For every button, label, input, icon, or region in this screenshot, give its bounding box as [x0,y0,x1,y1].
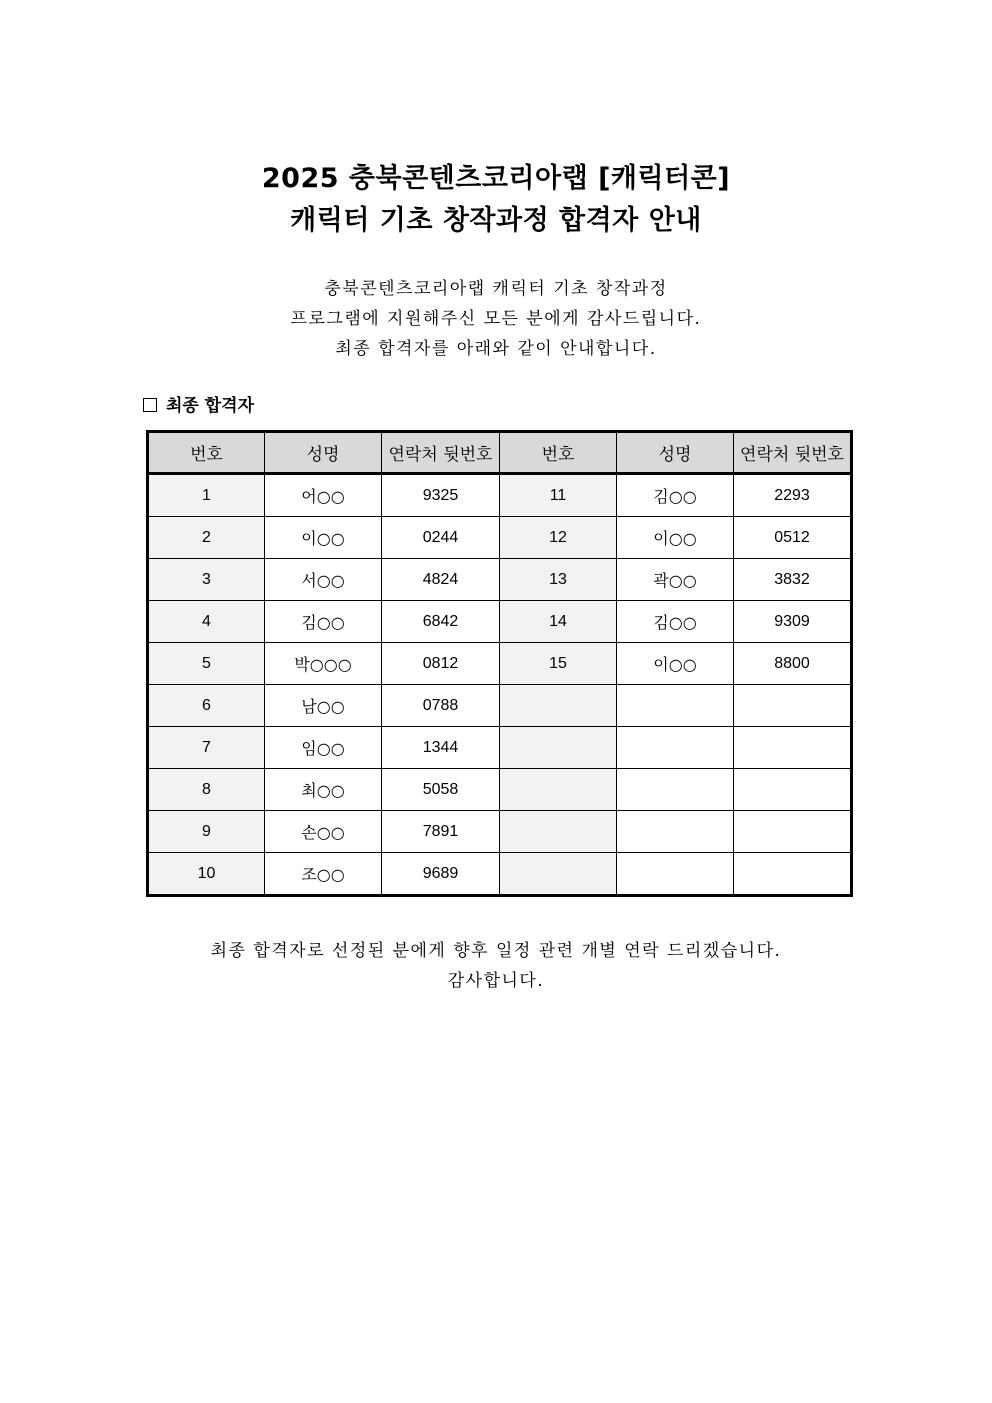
cell-number: 4 [148,601,265,643]
section-heading-label: 최종 합격자 [166,396,255,416]
cell-number [500,811,617,853]
cell-number: 2 [148,517,265,559]
cell-name [617,769,734,811]
cell-number: 1 [148,474,265,517]
cell-number: 10 [148,853,265,896]
cell-phone [734,685,852,727]
cell-phone: 4824 [382,559,500,601]
column-header-number: 번호 [500,432,617,474]
table-row [148,643,852,685]
cell-number [500,769,617,811]
cell-number: 9 [148,811,265,853]
cell-phone: 9309 [734,601,852,643]
table-row [148,559,852,601]
cell-phone: 9325 [382,474,500,517]
cell-number: 12 [500,517,617,559]
cell-phone: 3832 [734,559,852,601]
section-heading [143,392,254,420]
results-table [146,430,853,897]
column-header-name: 성명 [617,432,734,474]
cell-name [617,727,734,769]
closing-line-1: 최종 합격자로 선정된 분에게 향후 일정 관련 개별 연락 드리겠습니다. [210,941,782,961]
cell-name: 조○○ [265,853,382,896]
cell-phone: 8800 [734,643,852,685]
cell-number [500,727,617,769]
cell-number: 7 [148,727,265,769]
table-row [148,474,852,517]
cell-name: 이○○ [617,643,734,685]
column-header-number: 번호 [148,432,265,474]
cell-number: 5 [148,643,265,685]
cell-name [617,685,734,727]
cell-phone: 0812 [382,643,500,685]
page-title-line-1: 2025 충북콘텐츠코리아랩 [캐릭터콘] [261,163,731,194]
table-row [148,853,852,896]
cell-phone: 6842 [382,601,500,643]
cell-name [617,811,734,853]
cell-name: 서○○ [265,559,382,601]
cell-name: 손○○ [265,811,382,853]
cell-number: 15 [500,643,617,685]
cell-number: 6 [148,685,265,727]
cell-name: 임○○ [265,727,382,769]
cell-number [500,685,617,727]
cell-phone: 0244 [382,517,500,559]
cell-number: 14 [500,601,617,643]
cell-number [500,853,617,896]
column-header-phone: 연락처 뒷번호 [734,432,852,474]
column-header-phone: 연락처 뒷번호 [382,432,500,474]
cell-phone: 5058 [382,769,500,811]
cell-phone: 0512 [734,517,852,559]
intro-line-3: 최종 합격자를 아래와 같이 안내합니다. [335,339,657,359]
cell-name: 이○○ [265,517,382,559]
page-title-line-2: 캐릭터 기초 창작과정 합격자 안내 [290,205,702,236]
cell-name: 최○○ [265,769,382,811]
table-row [148,601,852,643]
cell-number: 11 [500,474,617,517]
cell-number: 8 [148,769,265,811]
cell-name: 남○○ [265,685,382,727]
cell-name: 김○○ [617,601,734,643]
cell-name: 김○○ [265,601,382,643]
intro-line-2: 프로그램에 지원해주신 모든 분에게 감사드립니다. [290,309,702,329]
cell-phone [734,811,852,853]
cell-number: 3 [148,559,265,601]
cell-phone: 7891 [382,811,500,853]
table-row [148,517,852,559]
cell-name: 박○○○ [265,643,382,685]
closing-line-2: 감사합니다. [447,971,545,991]
checkbox-square-icon [143,398,157,412]
cell-number: 13 [500,559,617,601]
cell-phone [734,853,852,896]
cell-phone [734,727,852,769]
cell-name: 김○○ [617,474,734,517]
table-row [148,727,852,769]
cell-phone [734,769,852,811]
table-row [148,811,852,853]
table-row [148,769,852,811]
cell-name: 곽○○ [617,559,734,601]
table-header-row [148,432,852,474]
cell-phone: 0788 [382,685,500,727]
column-header-name: 성명 [265,432,382,474]
cell-phone: 2293 [734,474,852,517]
cell-phone: 1344 [382,727,500,769]
cell-name [617,853,734,896]
cell-name: 어○○ [265,474,382,517]
intro-line-1: 충북콘텐츠코리아랩 캐릭터 기초 창작과정 [324,279,668,299]
cell-name: 이○○ [617,517,734,559]
table-row [148,685,852,727]
cell-phone: 9689 [382,853,500,896]
